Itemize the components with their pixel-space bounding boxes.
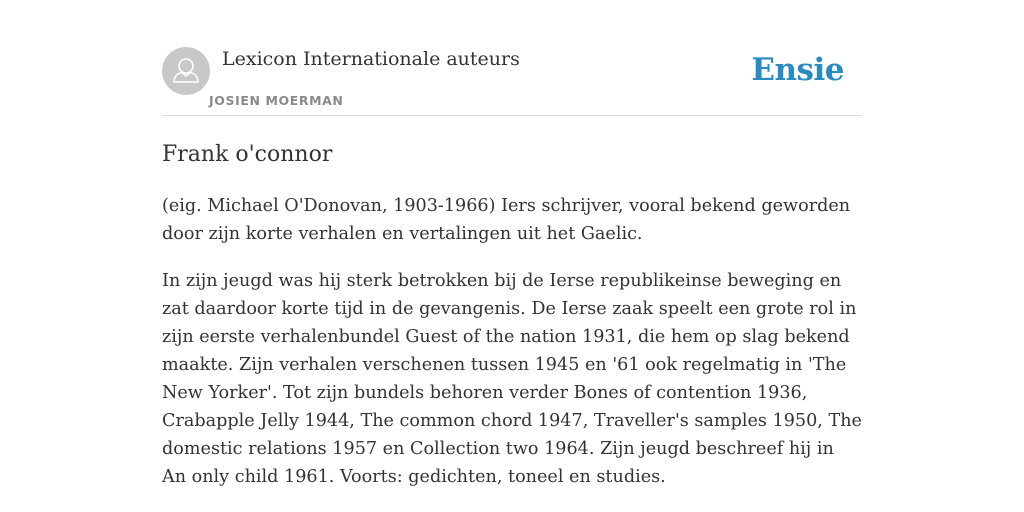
brand-logo[interactable]: Ensie	[751, 52, 844, 88]
author-name[interactable]: JOSIEN MOERMAN	[209, 93, 344, 108]
header	[162, 46, 862, 116]
page-title: Frank o'connor	[162, 142, 333, 167]
book-title[interactable]: Lexicon Internationale auteurs	[222, 48, 520, 70]
entry-content	[162, 192, 862, 510]
user-silhouette-icon	[162, 47, 210, 95]
user-avatar-icon[interactable]	[162, 47, 210, 95]
definition-paragraph: (eig. Michael O'Donovan, 1903-1966) Iers schrijver, vooral bekend geworden door zijn korte verhalen en vertalingen uit het Gaelic.	[162, 196, 851, 244]
biography-paragraph: In zijn jeugd was hij sterk betrokken bij de Ierse republikeinse beweging en zat daardoor korte tijd in de gevangenis. De Ierse zaak speelt een grote rol in zijn eerste verhalenbundel Guest of the nation 1931, die hem op slag bekend maakte. Zijn verhalen verschenen tussen 1945 en '61 ook regelmatig in 'The New Yorker'. Tot zijn bundels behoren verder Bones of contention 1936, Crabapple Jelly 1944, The common chord 1947, Traveller's samples 1950, The domestic relations 1957 en Collection two 1964. Zijn jeugd beschreef hij in An only child 1961. Voorts: gedichten, toneel en studies.	[162, 271, 862, 487]
